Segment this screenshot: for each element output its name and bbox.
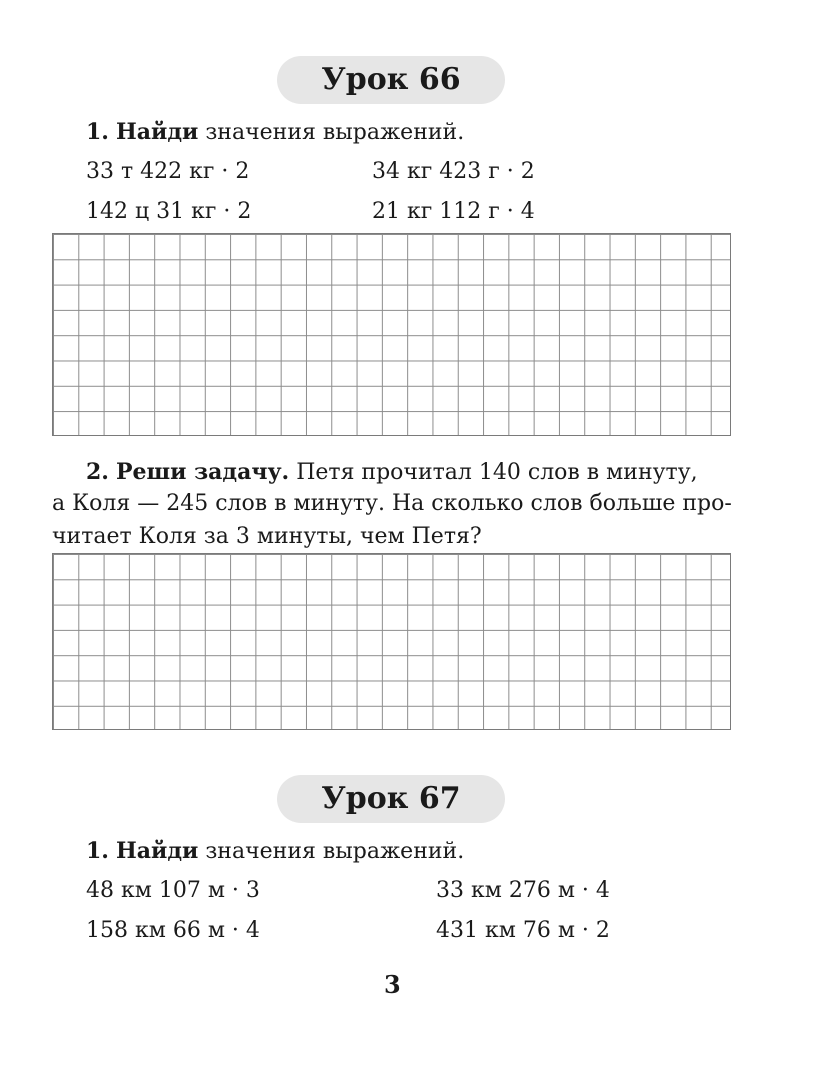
lesson-66-task-2-line-3: читает Коля за 3 минуты, чем Петя? — [52, 524, 482, 549]
lesson-67-task-1-heading — [86, 837, 464, 866]
expression: 431 км 76 м · 2 — [436, 918, 610, 943]
task-verb: Реши задачу. — [115, 459, 290, 485]
answer-grid-1[interactable] — [52, 233, 731, 436]
lesson-67-title: Урок 67 — [277, 775, 505, 823]
lesson-66-title: Урок 66 — [277, 56, 505, 104]
task-number: 2. — [86, 459, 109, 485]
expression: 33 км 276 м · 4 — [436, 878, 610, 903]
expression: 21 кг 112 г · 4 — [372, 199, 535, 224]
expression: 142 ц 31 кг · 2 — [86, 199, 252, 224]
task-verb: Найди — [115, 838, 199, 864]
expression: 34 кг 423 г · 2 — [372, 159, 535, 184]
lesson-66-task-1-heading — [86, 118, 464, 147]
page-number: 3 — [384, 970, 401, 999]
task-instruction: значения выражений. — [205, 839, 465, 864]
lesson-66-task-2-line-1 — [86, 455, 786, 490]
task-number: 1. — [86, 838, 109, 864]
task-text: Петя прочитал 140 слов в минуту, — [296, 460, 698, 485]
answer-grid-2[interactable] — [52, 553, 731, 730]
expression: 33 т 422 кг · 2 — [86, 159, 250, 184]
expression: 48 км 107 м · 3 — [86, 878, 260, 903]
task-verb: Найди — [115, 119, 199, 145]
expression: 158 км 66 м · 4 — [86, 918, 260, 943]
task-number: 1. — [86, 119, 109, 145]
task-instruction: значения выражений. — [205, 120, 465, 145]
lesson-66-task-2-line-2: а Коля — 245 слов в минуту. На сколько слов больше про- — [52, 491, 732, 516]
